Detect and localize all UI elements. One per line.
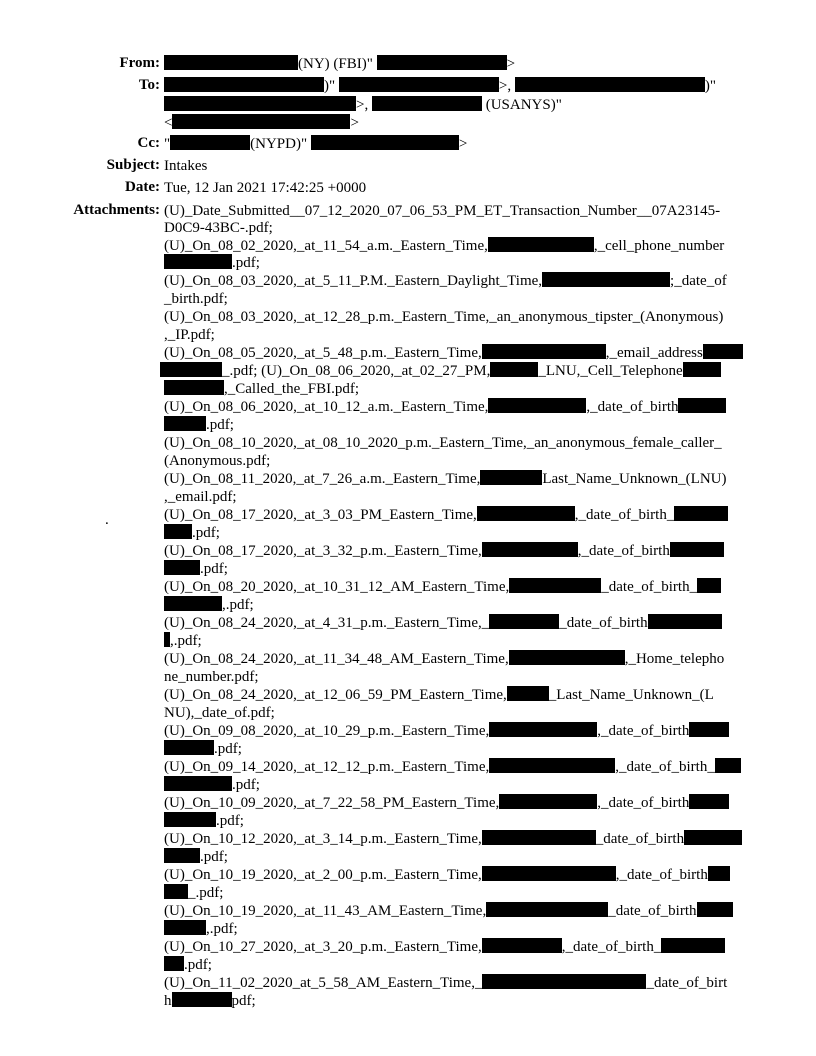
redaction [164,596,222,611]
redaction [164,812,216,827]
redaction [164,77,324,92]
attachment-item [164,434,722,452]
attachment-text: .pdf; [206,417,234,433]
attachment-text: (U)_On_08_03_2020,_at_12_28_p.m._Eastern_Time,_an_anonymous_tipster_(Anonymous) [164,309,724,325]
date-value: Tue, 12 Jan 2021 17:42:25 +0000 [164,180,367,196]
redaction [172,992,232,1007]
attachment-text: ,_Called_the_FBI.pdf; [224,381,359,397]
attachment-text: (U)_On_10_19_2020,_at_2_00_p.m._Eastern_Time, [164,867,482,883]
attachment-item [164,524,220,542]
attachment-item [164,452,270,470]
attachment-item [164,470,726,488]
attachment-item [164,722,729,740]
to-value-line3 [164,114,359,132]
attachment-text: .pdf; [232,255,260,271]
attachment-text: ,_email.pdf; [164,489,237,505]
redaction [482,866,616,881]
redaction [678,398,726,413]
attachment-text: (U)_On_08_20_2020,_at_10_31_12_AM_Eastern_Time, [164,579,510,595]
attachment-text: ne_number.pdf; [164,669,259,685]
attachment-item [164,308,723,326]
attachment-text: NU),_date_of.pdf; [164,705,275,721]
attachment-text: ,_date_of_birth_ [574,507,675,523]
attachment-item [164,938,725,956]
attachment-text: ,_IP.pdf; [164,327,215,343]
redaction [164,956,184,971]
attachment-text: D0C9-43BC-.pdf; [164,220,273,236]
to-value-line2 [164,96,562,114]
attachment-item [164,219,273,237]
attachment-text: ,_date_of_birth [577,543,670,559]
attachment-item [164,830,742,848]
subject-value: Intakes [164,158,208,174]
redaction [542,272,670,287]
attachment-text: (U)_On_08_03_2020,_at_5_11_P.M._Eastern_Daylight_Time, [164,273,543,289]
cc-text: (NYPD)" [250,136,308,152]
redaction [488,237,594,252]
redaction [499,794,597,809]
attachment-text: ,_date_of_birth [615,867,708,883]
attachment-item [164,488,236,506]
attachment-text: .pdf; [192,525,220,541]
attachment-text: _date_of_birth_ [601,579,698,595]
attachment-text: (U)_On_08_17_2020,_at_3_03_PM_Eastern_Time, [164,507,477,523]
redaction [697,578,721,593]
redaction [489,758,615,773]
attachment-text: _date_of_birth [595,831,685,847]
attachment-text: ,.pdf; [170,633,202,649]
redaction [482,830,596,845]
attachment-item [164,812,244,830]
subject-label: Subject: [106,157,160,173]
redaction [482,542,578,557]
attachment-text: ;_date_of [670,273,727,289]
redaction [164,55,298,70]
redaction [661,938,725,953]
redaction [480,470,542,485]
redaction [689,794,729,809]
attachment-text: (U)_On_11_02_2020_at_5_58_AM_Eastern_Time,_ [164,975,483,991]
redaction [697,902,733,917]
attachment-item [164,272,727,290]
attachment-item [164,884,223,902]
redaction [164,920,206,935]
to-text: >, [356,97,369,113]
attachment-text: ,.pdf; [206,921,238,937]
attachment-item [164,920,238,938]
attachment-text: .pdf; [184,957,212,973]
cc-label: Cc: [137,135,160,151]
from-text: (NY) (FBI)" [298,56,373,72]
attachment-text: (U)_On_10_12_2020,_at_3_14_p.m._Eastern_Time, [164,831,482,847]
attachment-text: .pdf; [232,777,260,793]
attachment-text: ,_date_of_birth_ [615,759,715,775]
attachment-text: _date_of_birt [646,975,728,991]
attachment-item [164,974,727,992]
attachment-text: (U)_On_08_05_2020,_at_5_48_p.m._Eastern_Time, [164,345,482,361]
redaction [670,542,724,557]
redaction [164,416,206,431]
attachment-text: (U)_On_10_19_2020,_at_11_43_AM_Eastern_Time, [164,903,487,919]
redaction [489,722,597,737]
attachment-text: (U)_Date_Submitted__07_12_2020_07_06_53_PM_ET_Transaction_Number__07A23145- [164,203,721,219]
attachment-text: _Last_Name_Unknown_(L [548,687,714,703]
redaction [170,135,250,150]
to-value-line1 [164,77,716,95]
attachment-text: .pdf; [200,849,228,865]
redaction [689,722,729,737]
redaction [164,96,356,111]
attachment-text: ,_date_of_birth [586,399,679,415]
redaction [490,362,538,377]
from-label: From: [119,55,160,71]
attachment-text: ,_date_of_birth_ [561,939,662,955]
attachment-text: .pdf; [200,561,228,577]
redaction [648,614,722,629]
attachment-item [164,686,714,704]
to-text: >, [498,78,512,94]
redaction [164,380,224,395]
redaction [715,758,741,773]
attachment-text: ,_email_address [605,345,703,361]
redaction [674,506,728,521]
attachment-item [164,416,234,434]
redaction [708,866,730,881]
attachment-item [164,290,228,308]
attachment-text: (U)_On_08_02_2020,_at_11_54_a.m._Eastern_Time, [164,238,488,254]
attachment-item [164,380,359,398]
to-label: To: [138,77,160,93]
redaction [164,776,232,791]
attachment-text: ,_Home_telepho [624,651,725,667]
attachment-text: (Anonymous.pdf; [164,453,271,469]
redaction [164,848,200,863]
redaction [160,362,222,377]
attachment-text: (U)_On_08_24_2020,_at_4_31_p.m._Eastern_Time,_ [164,615,490,631]
redaction [509,578,601,593]
attachment-text: h [164,993,172,1009]
attachment-text: _LNU,_Cell_Telephone [538,363,683,379]
attachment-item [164,740,242,758]
attachment-text: _.pdf; (U)_On_08_06_2020,_at_02_27_PM, [222,363,491,379]
attachment-item [164,398,726,416]
redaction [164,524,192,539]
to-text: )" [704,78,716,94]
attachment-item [164,614,722,632]
attachment-item [164,506,728,524]
attachment-item [164,326,215,344]
attachment-text: _birth.pdf; [164,291,228,307]
attachment-item [164,848,228,866]
to-text: (USANYS)" [485,97,562,113]
attachment-text: (U)_On_08_24_2020,_at_12_06_59_PM_Eastern_Time, [164,687,507,703]
redaction [164,884,188,899]
redaction [164,560,200,575]
redaction [509,650,625,665]
attachment-item [164,202,720,220]
from-text: > [506,56,516,72]
redaction [164,740,214,755]
attachment-item [164,596,254,614]
attachment-item [164,344,743,362]
date-label: Date: [125,179,160,195]
attachment-item [164,560,228,578]
attachment-text: .pdf; [214,741,242,757]
cc-text: > [458,136,468,152]
attachment-item [164,578,721,596]
redaction [482,938,562,953]
margin-mark: . [105,512,109,528]
attachment-text: ,_date_of_birth [597,795,690,811]
attachment-item [164,992,256,1010]
redaction [482,974,646,989]
attachment-item [164,254,260,272]
attachment-text: (U)_On_08_10_2020,_at_08_10_2020_p.m._Eastern_Time,_an_anonymous_female_caller_ [164,435,722,451]
redaction [703,344,743,359]
attachment-text: ,_cell_phone_number [593,238,725,254]
attachment-item [164,902,733,920]
redaction [507,686,549,701]
attachment-item [164,776,260,794]
attachment-text: (U)_On_10_27_2020,_at_3_20_p.m._Eastern_Time, [164,939,482,955]
attachment-item [164,704,275,722]
redaction [477,506,575,521]
redaction [377,55,507,70]
attachment-text: (U)_On_10_09_2020,_at_7_22_58_PM_Eastern_Time, [164,795,500,811]
redaction [488,398,586,413]
attachment-item [164,758,741,776]
attachment-item [164,956,212,974]
redaction [489,614,559,629]
attachment-text: Last_Name_Unknown_(LNU) [542,471,727,487]
attachment-item [164,668,259,686]
attachment-item [164,542,724,560]
redaction [482,344,606,359]
attachment-text: (U)_On_08_24_2020,_at_11_34_48_AM_Eastern_Time, [164,651,509,667]
attachment-text: ,.pdf; [222,597,254,613]
attachment-item [164,866,730,884]
redaction [339,77,499,92]
attachment-text: pdf; [231,993,256,1009]
attachment-text: _.pdf; [188,885,224,901]
attachment-text: _date_of_birth [559,615,648,631]
attachment-text: (U)_On_09_08_2020,_at_10_29_p.m._Eastern_Time, [164,723,490,739]
redaction [164,254,232,269]
cc-text: " [164,136,171,152]
redaction [486,902,608,917]
attachment-item [164,650,724,668]
redaction [684,830,742,845]
attachments-label: Attachments: [73,202,160,218]
attachment-text: (U)_On_09_14_2020,_at_12_12_p.m._Eastern_Time, [164,759,490,775]
attachment-item [160,362,721,380]
to-text: )" [324,78,336,94]
attachment-text: (U)_On_08_06_2020,_at_10_12_a.m._Eastern_Time, [164,399,489,415]
redaction [515,77,705,92]
redaction [683,362,721,377]
redaction [311,135,459,150]
from-value [164,55,515,73]
attachment-text: (U)_On_08_17_2020,_at_3_32_p.m._Eastern_Time, [164,543,482,559]
attachment-text: ,_date_of_birth [597,723,690,739]
attachment-text: .pdf; [216,813,244,829]
attachment-item [164,237,724,255]
attachment-text: (U)_On_08_11_2020,_at_7_26_a.m._Eastern_Time, [164,471,481,487]
attachment-item [164,794,729,812]
attachment-text: _date_of_birth [608,903,697,919]
to-text: < [164,115,173,131]
redaction [172,114,350,129]
cc-value [164,135,467,153]
to-text: > [350,115,359,131]
attachment-item [164,632,202,650]
redaction [372,96,482,111]
